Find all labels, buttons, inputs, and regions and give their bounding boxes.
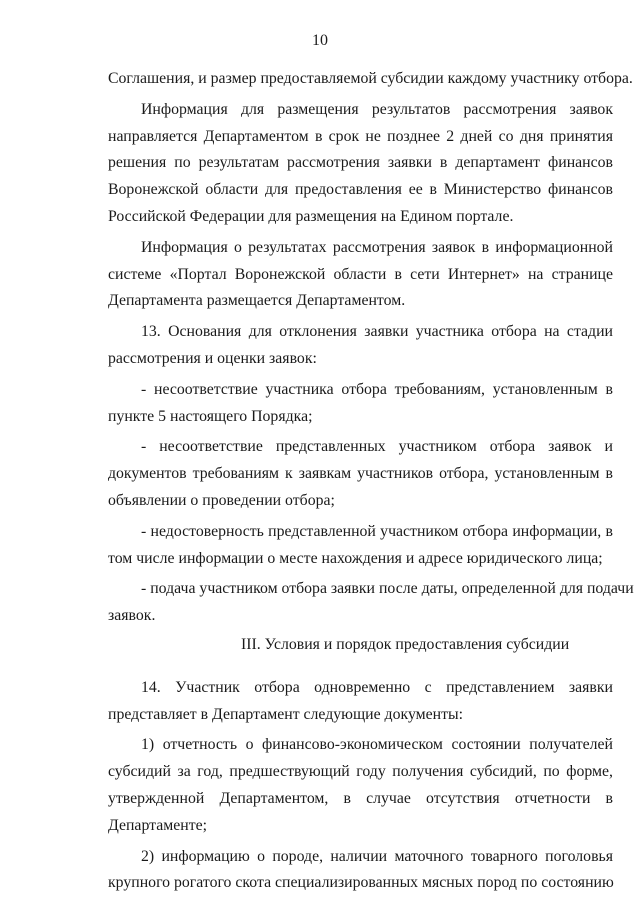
text-line: том числе информации о месте нахождения и адресе юридического лица; bbox=[108, 549, 603, 567]
list-item: - недостоверность представленной участником отбора информации, в bbox=[141, 522, 613, 540]
section-heading: III. Условия и порядок предоставления субсидии bbox=[241, 635, 570, 653]
text-line: Информация для размещения результатов рассмотрения заявок bbox=[141, 100, 613, 118]
text-line: системе «Портал Воронежской области в сети Интернет» на странице bbox=[108, 265, 613, 283]
text-line: Информация о результатах рассмотрения заявок в информационной bbox=[141, 238, 613, 256]
text-line: Департамента размещается Департаментом. bbox=[108, 292, 406, 310]
list-item: - несоответствие участника отбора требованиям, установленным в bbox=[141, 380, 613, 398]
text-line: заявок. bbox=[108, 607, 156, 625]
text-line: Соглашения, и размер предоставляемой субсидии каждому участнику отбора. bbox=[108, 70, 633, 87]
text-line: рассмотрения и оценки заявок: bbox=[108, 349, 317, 367]
section-14-heading: 14. Участник отбора одновременно с представлением заявки bbox=[141, 678, 613, 696]
text-line: решения по результатам рассмотрения заявки в департамент финансов bbox=[108, 154, 613, 172]
text-line: субсидий за год, предшествующий году получения субсидий, по форме, bbox=[108, 763, 613, 781]
text-line: утвержденной Департаментом, в случае отсутствия отчетности в bbox=[108, 789, 613, 807]
text-line: пункте 5 настоящего Порядка; bbox=[108, 407, 313, 425]
text-line: Российской Федерации для размещения на Едином портале. bbox=[108, 207, 514, 225]
text-line: представляет в Департамент следующие документы: bbox=[108, 705, 463, 723]
text-line: Воронежской области для предоставления ее в Министерство финансов bbox=[108, 181, 613, 199]
list-item: 2) информацию о породе, наличии маточного товарного поголовья bbox=[141, 847, 613, 865]
list-item: - подача участником отбора заявки после даты, определенной для подачи bbox=[141, 580, 634, 598]
document-body bbox=[108, 66, 634, 897]
page-number: 10 bbox=[312, 32, 328, 49]
text-line: объявлении о проведении отбора; bbox=[108, 491, 335, 509]
list-item: 1) отчетность о финансово-экономическом состоянии получателей bbox=[141, 736, 613, 754]
text-line: документов требованиям к заявкам участников отбора, установленным в bbox=[108, 465, 613, 483]
text-line: направляется Департаментом в срок не позднее 2 дней со дня принятия bbox=[108, 127, 613, 145]
text-line: Департаменте; bbox=[108, 816, 208, 834]
section-13-heading: 13. Основания для отклонения заявки участника отбора на стадии bbox=[141, 323, 613, 341]
text-line: крупного рогатого скота специализированных мясных пород по состоянию bbox=[108, 874, 614, 892]
list-item: - несоответствие представленных участником отбора заявок и bbox=[141, 438, 613, 456]
